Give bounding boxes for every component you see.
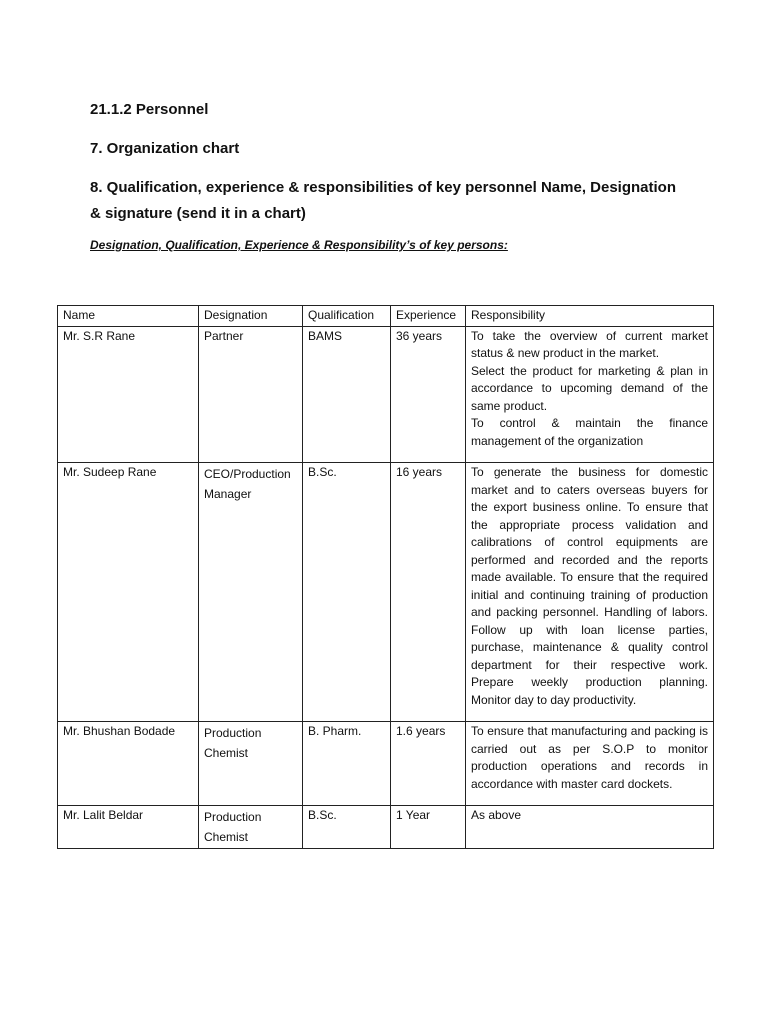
- name-cell: Mr. Lalit Beldar: [58, 806, 199, 849]
- experience-cell: 1.6 years: [391, 722, 466, 806]
- table-title: Designation, Qualification, Experience & Responsibility’s of key persons:: [90, 238, 508, 252]
- responsibility-line: To ensure that manufacturing and packing is carried out as per S.O.P to monitor production operations and records in accordance with master card dockets.: [471, 724, 708, 791]
- column-header-responsibility: Responsibility: [466, 306, 714, 327]
- experience-cell: 1 Year: [391, 806, 466, 849]
- responsibility-cell: [466, 806, 714, 849]
- column-header-experience: Experience: [391, 306, 466, 327]
- table-header-row: [58, 306, 714, 327]
- responsibility-line: To take the overview of current market status & new product in the market.: [471, 328, 708, 360]
- table-row: [58, 326, 714, 463]
- table-row: [58, 722, 714, 806]
- name-cell: Mr. Bhushan Bodade: [58, 722, 199, 806]
- qualification-cell: BAMS: [303, 326, 391, 463]
- column-header-qualification: Qualification: [303, 306, 391, 327]
- table-row: [58, 463, 714, 722]
- designation-cell: CEO/Production Manager: [199, 463, 303, 722]
- organization-chart-heading: 7. Organization chart: [90, 140, 240, 157]
- responsibility-cell: [466, 463, 714, 722]
- key-personnel-heading: 8. Qualification, experience & responsibilities of key personnel Name, Designation & signature (send it in a chart): [90, 179, 677, 222]
- designation-cell: Production Chemist: [199, 722, 303, 806]
- responsibility-line: To generate the business for domestic market and to caters overseas buyers for the export business online. To ensure that the appropriate process validation and calibrations of control equipments are performed and recorded and the reports made available. To ensure that the required initial and continuing training of production and packing personnel. Handling of labors. Follow up with loan license parties, purchase, maintenance & quality control department for their respective work. Prepare weekly production planning. Monitor day to day productivity.: [471, 465, 708, 707]
- column-header-name: Name: [58, 306, 199, 327]
- qualification-cell: B. Pharm.: [303, 722, 391, 806]
- designation-cell: Production Chemist: [199, 806, 303, 849]
- name-cell: Mr. S.R Rane: [58, 326, 199, 463]
- responsibility-line: To control & maintain the finance management of the organization: [471, 416, 708, 448]
- responsibility-cell: [466, 326, 714, 463]
- designation-cell: Partner: [199, 326, 303, 463]
- section-heading: 21.1.2 Personnel: [90, 101, 209, 118]
- experience-cell: 16 years: [391, 463, 466, 722]
- key-personnel-table: [57, 305, 714, 849]
- responsibility-cell: [466, 722, 714, 806]
- experience-cell: 36 years: [391, 326, 466, 463]
- responsibility-line: Select the product for marketing & plan in accordance to upcoming demand of the same product.: [471, 363, 708, 413]
- qualification-cell: B.Sc.: [303, 806, 391, 849]
- qualification-cell: B.Sc.: [303, 463, 391, 722]
- table-row: [58, 806, 714, 849]
- column-header-designation: Designation: [199, 306, 303, 327]
- responsibility-line: As above: [471, 808, 522, 822]
- name-cell: Mr. Sudeep Rane: [58, 463, 199, 722]
